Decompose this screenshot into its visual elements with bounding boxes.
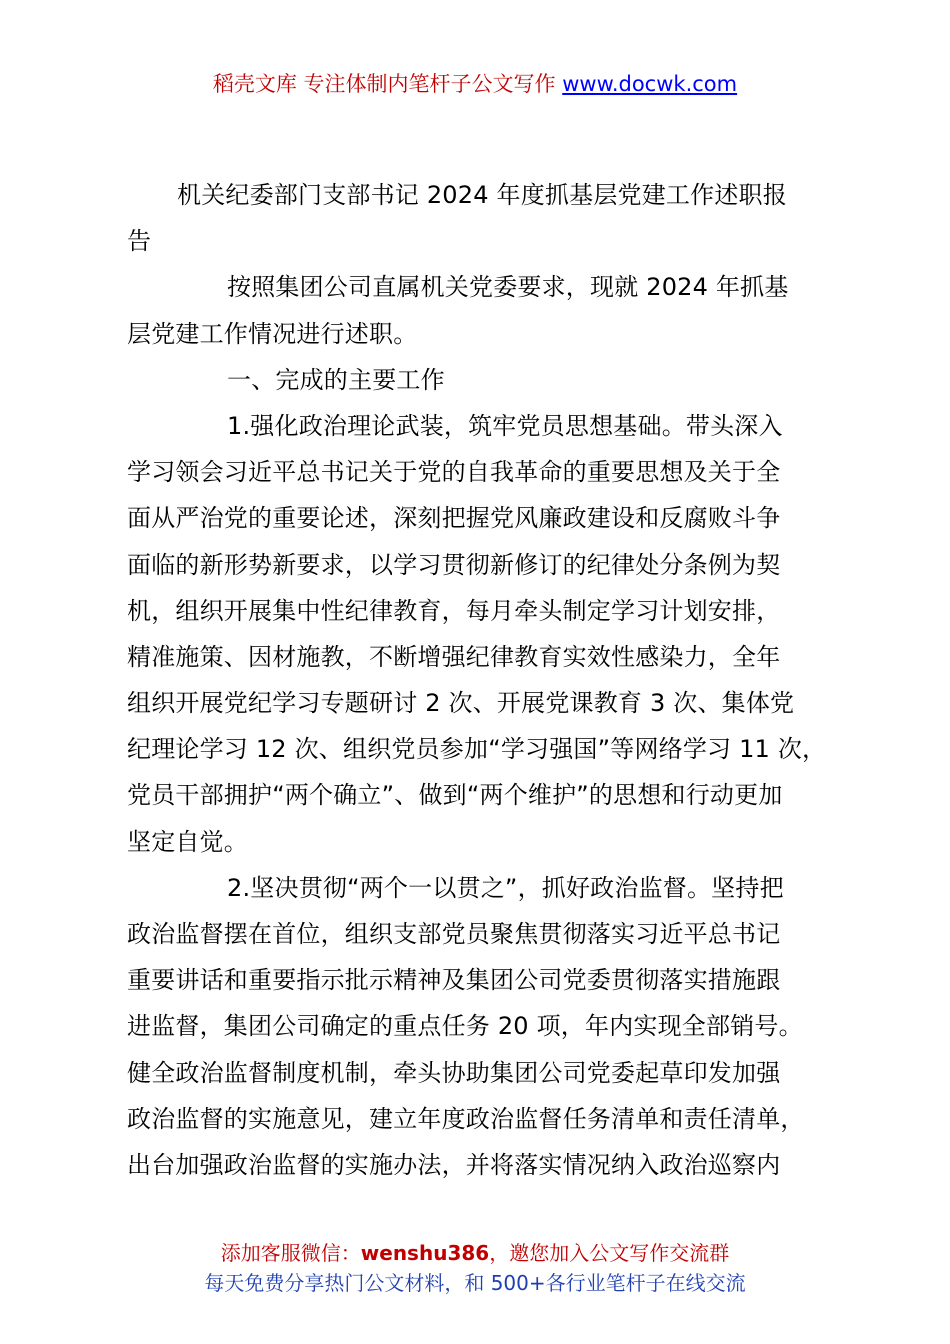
header-brand-text: 稻壳文库 专注体制内笔杆子公文写作 xyxy=(212,72,563,96)
footer-contact-line xyxy=(0,1238,950,1268)
document-line: 政治监督摆在首位，组织支部党员聚焦贯彻落实习近平总书记 xyxy=(127,920,781,948)
document-line: 党员干部拥护“两个确立”、做到“两个维护”的思想和行动更加 xyxy=(127,781,783,810)
document-line: 面从严治党的重要论述，深刻把握党风廉政建设和反腐败斗争 xyxy=(127,504,781,533)
document-line: 纪理论学习 12 次、组织党员参加“学习强国”等网络学习 11 次， xyxy=(127,735,827,764)
footer-contact-suffix: ，邀您加入公文写作交流群 xyxy=(489,1241,730,1265)
document-line: 按照集团公司直属机关党委要求，现就 2024 年抓基 xyxy=(227,273,789,302)
document-line: 1.强化政治理论武装，筑牢党员思想基础。带头深入 xyxy=(227,411,783,440)
document-line: 面临的新形势新要求，以学习贯彻新修订的纪律处分条例为契 xyxy=(127,550,781,579)
footer-contact-prefix: 添加客服微信： xyxy=(220,1241,361,1265)
document-line: 进监督，集团公司确定的重点任务 20 项，年内实现全部销号。 xyxy=(127,1012,803,1041)
footer-wechat-id: wenshu386 xyxy=(360,1241,490,1265)
document-line: 政治监督的实施意见，建立年度政治监督任务清单和责任清单， xyxy=(127,1104,805,1133)
footer-banner xyxy=(0,1238,950,1298)
document-line: 组织开展党纪学习专题研讨 2 次、开展党课教育 3 次、集体党 xyxy=(127,689,795,718)
document-line: 学习领会习近平总书记关于党的自我革命的重要思想及关于全 xyxy=(127,458,781,487)
document-line: 健全政治监督制度机制，牵头协助集团公司党委起草印发加强 xyxy=(127,1058,781,1087)
document-line: 机关纪委部门支部书记 2024 年度抓基层党建工作述职报 xyxy=(177,181,787,209)
header-website-link[interactable]: www.docwk.com xyxy=(562,72,738,96)
document-line: 坚定自觉。 xyxy=(127,827,248,856)
document-line: 层党建工作情况进行述职。 xyxy=(127,319,418,348)
footer-promo-line: 每天免费分享热门公文材料，和 500+各行业笔杆子在线交流 xyxy=(204,1271,746,1295)
header-banner xyxy=(0,68,950,100)
document-line: 2.坚决贯彻“两个一以贯之”，抓好政治监督。坚持把 xyxy=(227,873,784,902)
document-line: 精准施策、因材施教，不断增强纪律教育实效性感染力，全年 xyxy=(127,642,781,671)
document-line: 告 xyxy=(127,227,152,256)
document-line: 重要讲话和重要指示批示精神及集团公司党委贯彻落实措施跟 xyxy=(127,966,781,995)
document-line: 机，组织开展集中性纪律教育，每月牵头制定学习计划安排， xyxy=(127,596,781,625)
document-body xyxy=(127,172,845,1188)
document-line: 出台加强政治监督的实施办法，并将落实情况纳入政治巡察内 xyxy=(127,1150,781,1179)
document-line: 一、完成的主要工作 xyxy=(227,365,445,394)
